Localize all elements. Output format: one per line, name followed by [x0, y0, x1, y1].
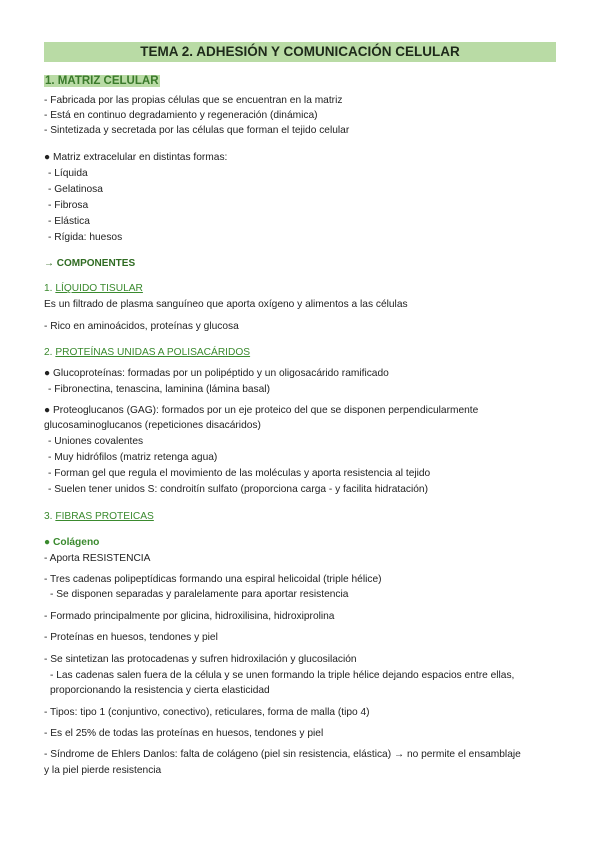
section-heading-label: 1. MATRIZ CELULAR: [45, 75, 159, 87]
subsection-title: PROTEÍNAS UNIDAS A POLISACÁRIDOS: [55, 347, 251, 358]
list-item: - Rígida: huesos: [48, 232, 123, 243]
subsection-heading-proteinas: [44, 346, 250, 359]
text-line: - Es el 25% de todas las proteínas en huesos, tendones y piel: [44, 728, 324, 739]
bullet-line: ● Proteoglucanos (GAG): formados por un eje proteico del que se disponen perpendicularmente: [44, 405, 479, 416]
list-item: - Elástica: [48, 216, 90, 227]
text-line: proporcionando la resistencia y cierta elasticidad: [50, 685, 270, 696]
section-heading-matriz: [44, 74, 160, 89]
bullet-line: ● Glucoproteínas: formadas por un polipéptido y un oligosacárido ramificado: [44, 368, 389, 379]
list-item: - Forman gel que regula el movimiento de las moléculas y aporta resistencia al tejido: [48, 468, 431, 479]
page-title: TEMA 2. ADHESIÓN Y COMUNICACIÓN CELULAR: [44, 42, 556, 62]
list-item: - Fibrosa: [48, 200, 89, 211]
subsection-title: FIBRAS PROTEICAS: [55, 511, 154, 522]
list-item: - Líquida: [48, 168, 88, 179]
text-line: Es un filtrado de plasma sanguíneo que aporta oxígeno y alimentos a las células: [44, 299, 408, 310]
text-line: - Rico en aminoácidos, proteínas y glucosa: [44, 321, 239, 332]
text-line: - Las cadenas salen fuera de la célula y se unen formando la triple hélice dejando espacios entre ellas,: [50, 670, 515, 681]
subsection-number: 3.: [44, 511, 53, 522]
colageno-heading: ● Colágeno: [44, 537, 100, 548]
text-line: - Síndrome de Ehlers Danlos: falta de colágeno (piel sin resistencia, elástica) → no permite el ensamblaje: [44, 749, 521, 760]
list-item: - Fibronectina, tenascina, laminina (lámina basal): [48, 384, 270, 395]
list-item: - Muy hidrófilos (matriz retenga agua): [48, 452, 218, 463]
subsection-title: LÍQUIDO TISULAR: [55, 283, 143, 294]
list-item: - Gelatinosa: [48, 184, 103, 195]
text-line: - Tres cadenas polipeptídicas formando una espiral helicoidal (triple hélice): [44, 574, 382, 585]
text-line: - Formado principalmente por glicina, hidroxilisina, hidroxiprolina: [44, 611, 335, 622]
subsection-heading-fibras: [44, 510, 154, 523]
text-line: - Se sintetizan las protocadenas y sufren hidroxilación y glucosilación: [44, 654, 357, 665]
componentes-heading: → COMPONENTES: [44, 258, 136, 269]
subsection-number: 2.: [44, 347, 53, 358]
text-line: - Proteínas en huesos, tendones y piel: [44, 632, 218, 643]
text-line: - Aporta RESISTENCIA: [44, 553, 151, 564]
subsection-heading-liquido: [44, 282, 143, 295]
text-line: - Tipos: tipo 1 (conjuntivo, conectivo), reticulares, forma de malla (tipo 4): [44, 707, 370, 718]
list-item: - Suelen tener unidos S: condroitín sulfato (proporciona carga - y facilita hidratación): [48, 484, 428, 495]
text-line: glucosaminoglucanos (repeticiones disacáridos): [44, 420, 261, 431]
text-line: - Se disponen separadas y paralelamente para aportar resistencia: [50, 589, 349, 600]
text-line: - Está en continuo degradamiento y regeneración (dinámica): [44, 110, 318, 121]
subsection-number: 1.: [44, 283, 53, 294]
text-line: - Fabricada por las propias células que se encuentran en la matriz: [44, 95, 343, 106]
bullet-line: ● Matriz extracelular en distintas formas:: [44, 152, 228, 163]
text-line: - Sintetizada y secretada por las células que forman el tejido celular: [44, 125, 350, 136]
list-item: - Uniones covalentes: [48, 436, 144, 447]
text-line: y la piel pierde resistencia: [44, 765, 162, 776]
